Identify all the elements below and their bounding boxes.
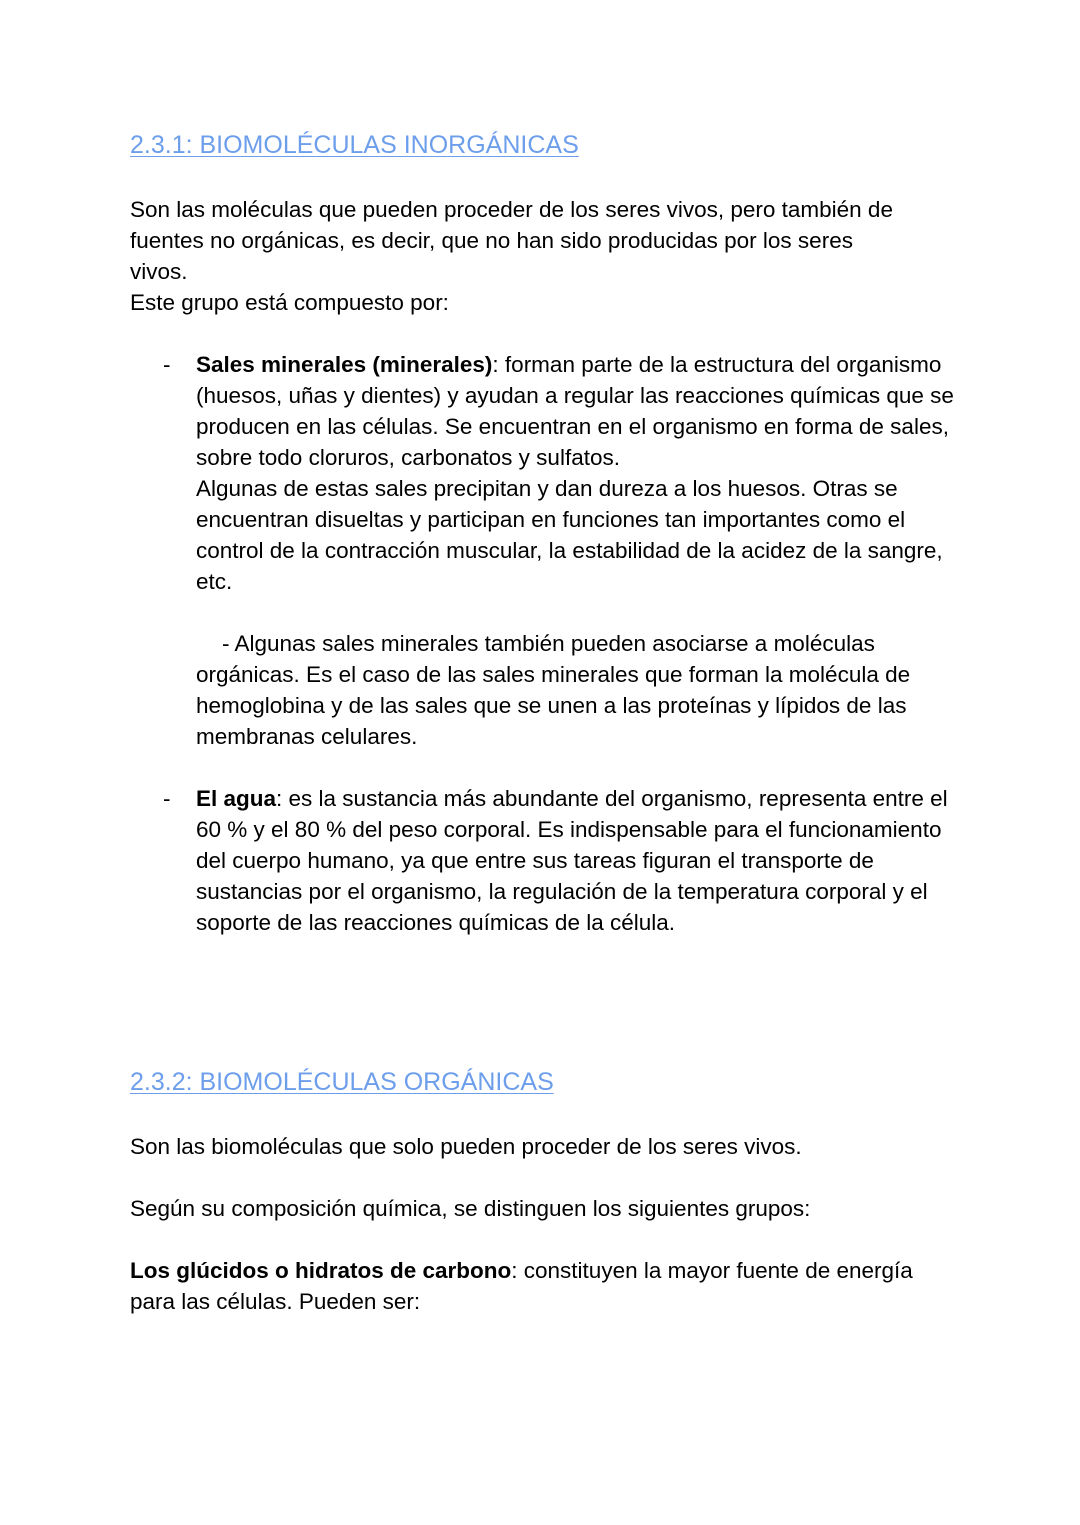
intro-line: vivos. bbox=[130, 259, 188, 284]
list-dash: - bbox=[163, 786, 171, 811]
intro-line: fuentes no orgánicas, es decir, que no han sido producidas por los seres bbox=[130, 228, 853, 253]
document-page bbox=[130, 128, 960, 1317]
minerals-term: Sales minerales (minerales) bbox=[196, 352, 493, 377]
organic-intro: Son las biomoléculas que solo pueden proceder de los seres vivos. bbox=[130, 1134, 802, 1159]
list-item-water bbox=[130, 783, 960, 938]
list-item-minerals bbox=[130, 349, 960, 752]
subnote-rest: orgánicas. Es el caso de las sales minerales que forman la molécula de hemoglobina y de las sales que se unen a las proteínas y lípidos de las membranas celulares. bbox=[196, 662, 911, 749]
biomolecule-list bbox=[130, 349, 960, 938]
section-heading-inorganic: 2.3.1: BIOMOLÉCULAS INORGÁNICAS bbox=[130, 131, 579, 159]
minerals-paragraph-2: Algunas de estas sales precipitan y dan dureza a los huesos. Otras se encuentran disueltas y participan en funciones tan importantes como el control de la contracción muscular, la estabilidad de la acidez de la sangre, etc. bbox=[196, 476, 943, 594]
glucidos-paragraph bbox=[130, 1255, 960, 1317]
groups-intro: Según su composición química, se distinguen los siguientes grupos: bbox=[130, 1196, 811, 1221]
list-dash: - bbox=[163, 352, 171, 377]
glucidos-description: : constituyen la mayor fuente de energía para las células. Pueden ser: bbox=[130, 1258, 913, 1314]
glucidos-term: Los glúcidos o hidratos de carbono bbox=[130, 1258, 512, 1283]
minerals-paragraph bbox=[196, 349, 960, 473]
subnote-first-line: - Algunas sales minerales también pueden asociarse a moléculas bbox=[222, 631, 875, 656]
water-term: El agua bbox=[196, 786, 277, 811]
water-description: : es la sustancia más abundante del organismo, representa entre el 60 % y el 80 % del peso corporal. Es indispensable para el funcionamiento del cuerpo humano, ya que entre sus tareas figuran el transporte de sustancias por el organismo, la regulación de la temperatura corporal y el soporte de las reacciones químicas de la célula. bbox=[196, 786, 948, 935]
water-paragraph bbox=[196, 783, 960, 938]
minerals-description: : forman parte de la estructura del organismo (huesos, uñas y dientes) y ayudan a regular las reacciones químicas que se producen en las células. Se encuentran en el organismo en forma de sales, sobre todo cloruros, carbonatos y sulfatos. bbox=[196, 352, 954, 470]
section-heading-organic: 2.3.2: BIOMOLÉCULAS ORGÁNICAS bbox=[130, 1068, 554, 1096]
minerals-subnote bbox=[196, 628, 960, 752]
intro-line: Son las moléculas que pueden proceder de los seres vivos, pero también de bbox=[130, 197, 893, 222]
composition-intro: Este grupo está compuesto por: bbox=[130, 290, 449, 315]
